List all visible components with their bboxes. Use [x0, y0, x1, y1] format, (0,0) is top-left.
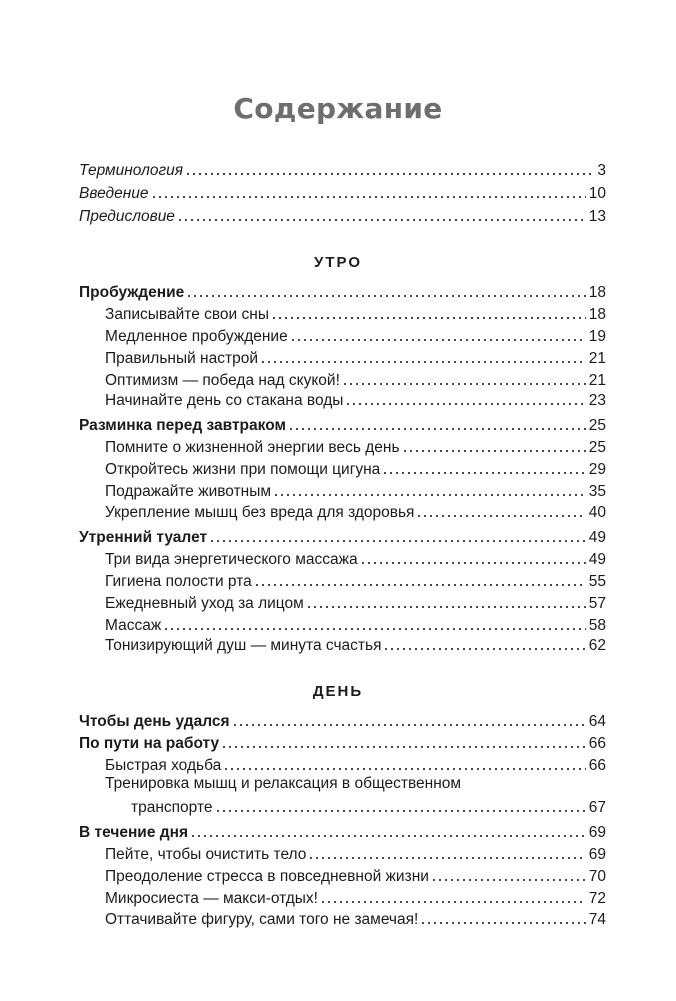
entry-page: 67 — [588, 799, 606, 816]
chapter-page: 66 — [588, 735, 606, 752]
dot-leader — [260, 360, 586, 364]
toc-entry — [79, 158, 606, 180]
entry-title: Преодоление стресса в повседневной жизни — [105, 868, 429, 885]
dot-leader — [308, 856, 585, 860]
entry-title: Гигиена полости рта — [105, 573, 252, 590]
entry-page: 57 — [588, 595, 606, 612]
toc-entry — [105, 457, 606, 479]
dot-leader — [177, 218, 586, 222]
entry-title: Пейте, чтобы очистить тело — [105, 846, 307, 863]
dot-leader — [306, 605, 586, 609]
chapter-page: 69 — [588, 824, 606, 841]
toc-chapter — [79, 731, 606, 753]
toc-entry — [105, 302, 606, 324]
entry-page: 62 — [588, 637, 606, 654]
entry-page: 3 — [597, 162, 606, 179]
dot-leader — [163, 627, 586, 631]
entry-title-continuation: транспорте — [131, 799, 213, 816]
entry-title: Тонизирующий душ — минута счастья — [105, 637, 382, 654]
entry-title: Подражайте животным — [105, 483, 272, 500]
toc-chapter — [79, 709, 606, 731]
dot-leader — [151, 195, 586, 199]
entry-title: Введение — [79, 185, 149, 202]
entry-title: Ежедневный уход за лицом — [105, 595, 304, 612]
toc-entry — [105, 368, 606, 390]
toc-entry — [79, 181, 606, 203]
dot-leader — [382, 471, 585, 475]
toc-entry — [105, 569, 606, 591]
dot-leader — [209, 539, 586, 543]
dot-leader — [273, 493, 586, 497]
dot-leader — [232, 723, 586, 727]
entry-page: 74 — [588, 911, 606, 928]
toc-entry — [105, 886, 606, 908]
entry-title: Записывайте свои сны — [105, 306, 269, 323]
entry-page: 49 — [588, 551, 606, 568]
toc-entry — [105, 435, 606, 457]
dot-leader — [320, 900, 586, 904]
entry-page: 55 — [588, 573, 606, 590]
dot-leader — [185, 172, 594, 176]
chapter-title: Разминка перед завтраком — [79, 417, 286, 434]
dot-leader — [431, 878, 586, 882]
entry-page: 35 — [588, 483, 606, 500]
entry-title: Начинайте день со стакана воды — [105, 392, 344, 409]
entry-title: Укрепление мышц без вреда для здоровья — [105, 504, 415, 521]
entry-page: 13 — [588, 208, 606, 225]
entry-title: Массаж — [105, 617, 162, 634]
toc-entry — [105, 842, 606, 864]
section-heading-morning: УТРО — [314, 254, 362, 271]
chapter-page: 64 — [588, 713, 606, 730]
entry-title: Помните о жизненной энергии весь день — [105, 439, 400, 456]
entry-page: 58 — [588, 617, 606, 634]
entry-page: 19 — [588, 328, 606, 345]
entry-title: Правильный настрой — [105, 350, 258, 367]
entry-page: 25 — [588, 439, 606, 456]
dot-leader — [290, 338, 586, 342]
dot-leader — [271, 316, 586, 320]
entry-page: 72 — [588, 890, 606, 907]
toc-entry — [105, 613, 606, 635]
toc-entry — [105, 346, 606, 368]
entry-title: Микросиеста — макси-отдых! — [105, 890, 318, 907]
dot-leader — [215, 809, 586, 813]
dot-leader — [221, 745, 586, 749]
entry-title: Оптимизм — победа над скукой! — [105, 372, 340, 389]
entry-page: 21 — [588, 372, 606, 389]
toc-entry — [79, 204, 606, 226]
dot-leader — [342, 382, 586, 386]
toc-entry — [105, 753, 606, 775]
dot-leader — [420, 921, 585, 925]
entry-title: Оттачивайте фигуру, сами того не замечая! — [105, 911, 419, 928]
entry-page: 10 — [588, 185, 606, 202]
entry-title: Медленное пробуждение — [105, 328, 288, 345]
entry-page: 40 — [588, 504, 606, 521]
chapter-title: Утренний туалет — [79, 529, 208, 546]
toc-entry — [105, 324, 606, 346]
entry-title: Быстрая ходьба — [105, 757, 222, 774]
toc-chapter — [79, 820, 606, 842]
toc-chapter — [79, 525, 606, 547]
entry-title: Откройтесь жизни при помощи цигуна — [105, 461, 381, 478]
dot-leader — [186, 294, 586, 298]
dot-leader — [254, 583, 586, 587]
toc-entry — [105, 907, 606, 929]
dot-leader — [402, 449, 586, 453]
toc-entry — [105, 633, 606, 655]
entry-page: 18 — [588, 306, 606, 323]
toc-entry — [105, 388, 606, 410]
entry-page: 29 — [588, 461, 606, 478]
toc-entry — [131, 795, 606, 817]
dot-leader — [223, 767, 586, 771]
toc-entry — [105, 591, 606, 613]
dot-leader — [416, 514, 585, 518]
entry-title: Три вида энергетического массажа — [105, 551, 358, 568]
page-title: Содержание — [233, 92, 443, 125]
chapter-title: По пути на работу — [79, 735, 220, 752]
entry-page: 66 — [588, 757, 606, 774]
section-heading-day: ДЕНЬ — [312, 683, 364, 700]
entry-page: 23 — [588, 392, 606, 409]
chapter-title: Пробуждение — [79, 284, 185, 301]
entry-title: Предисловие — [79, 208, 175, 225]
entry-title: Тренировка мышц и релаксация в общественном — [105, 775, 462, 792]
chapter-title: Чтобы день удался — [79, 713, 230, 730]
chapter-page: 18 — [588, 284, 606, 301]
dot-leader — [190, 834, 586, 838]
dot-leader — [360, 561, 586, 565]
toc-entry — [105, 479, 606, 501]
dot-leader — [288, 427, 586, 431]
dot-leader — [345, 402, 585, 406]
entry-page: 70 — [588, 868, 606, 885]
chapter-page: 49 — [588, 529, 606, 546]
entry-title: Терминология — [79, 162, 183, 179]
entry-page: 69 — [588, 846, 606, 863]
chapter-page: 25 — [588, 417, 606, 434]
toc-entry — [105, 864, 606, 886]
toc-entry — [105, 500, 606, 522]
toc-chapter — [79, 280, 606, 302]
toc-entry — [105, 547, 606, 569]
entry-page: 21 — [588, 350, 606, 367]
dot-leader — [383, 647, 585, 651]
chapter-title: В течение дня — [79, 824, 189, 841]
toc-chapter — [79, 413, 606, 435]
